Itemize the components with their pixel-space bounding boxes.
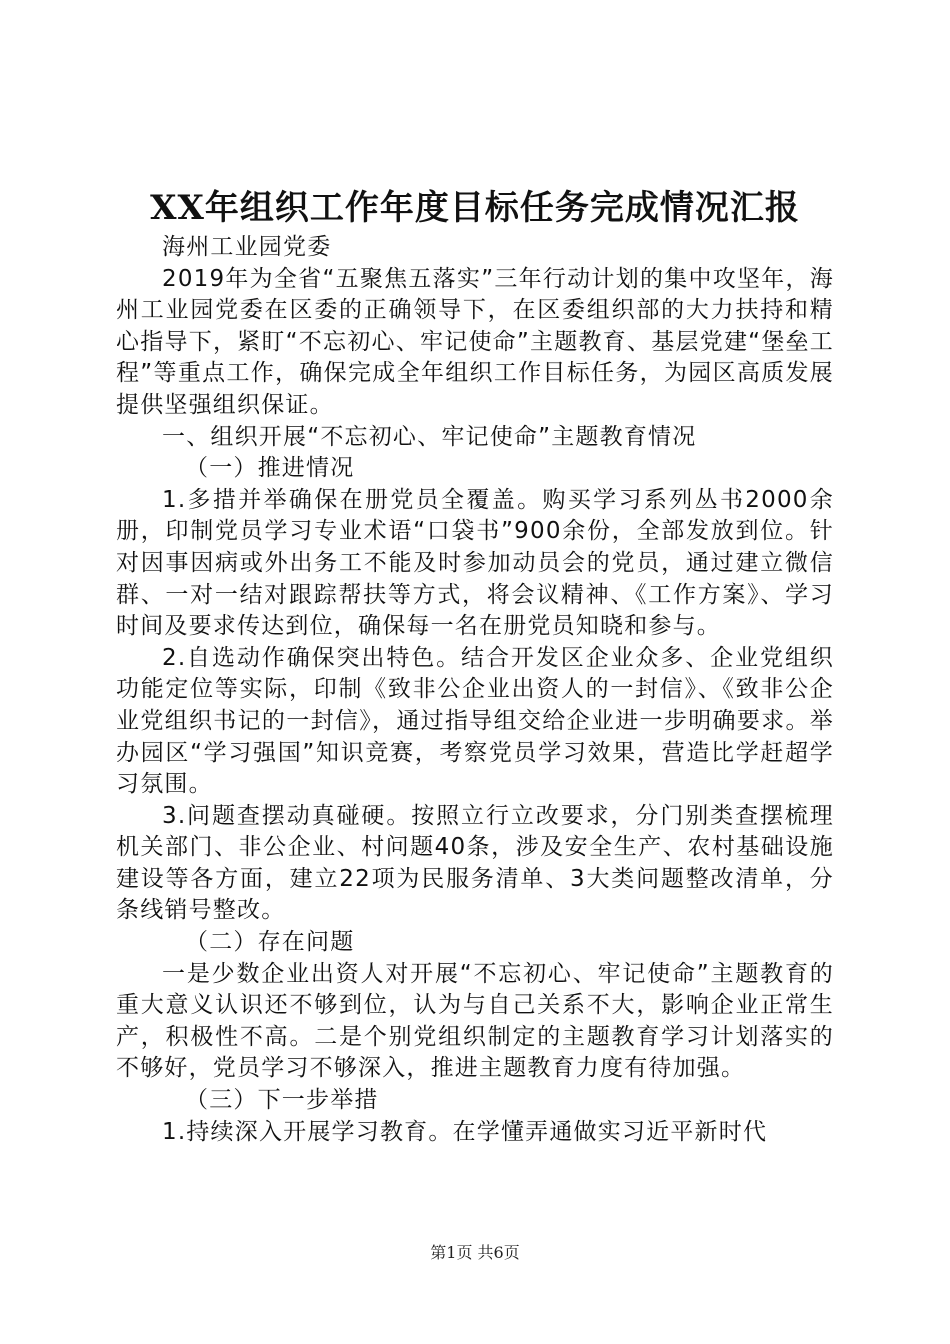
section-heading-1: 一、组织开展“不忘初心、牢记使命”主题教育情况 (162, 423, 697, 450)
subsection-heading-next-steps: （三）下一步举措 (185, 1087, 379, 1114)
next-steps-paragraph-1: 1.持续深入开展学习教育。在学懂弄通做实习近平新时代 (162, 1118, 768, 1145)
document-title: XX年组织工作年度目标任务完成情况汇报 (150, 188, 800, 228)
body-paragraph-2: 2.自选动作确保突出特色。结合开发区企业众多、企业党组织功能定位等实际，印制《致非公企业出资人的一封信》、《致非公企业党组织书记的一封信》，通过指导组交给企业进一步明确要求。举办园区“学习强国”知识竞赛，考察党员学习效果，营造比学赶超学习氛围。 (116, 644, 834, 798)
page-footer: 第1页 共6页 (430, 1243, 520, 1262)
subsection-heading-problems: （二）存在问题 (185, 929, 355, 956)
subsection-heading-progress: （一）推进情况 (185, 455, 355, 482)
author-line: 海州工业园党委 (162, 234, 332, 260)
body-paragraph-1: 1.多措并举确保在册党员全覆盖。购买学习系列丛书2000余册，印制党员学习专业术语“口袋书”900余份，全部发放到位。针对因事因病或外出务工不能及时参加动员会的党员，通过建立微信群、一对一结对跟踪帮扶等方式，将会议精神、《工作方案》、学习时间及要求传达到位，确保每一名在册党员知晓和参与。 (116, 486, 834, 640)
document-body (116, 232, 834, 1148)
intro-paragraph: 2019年为全省“五聚焦五落实”三年行动计划的集中攻坚年，海州工业园党委在区委的正确领导下，在区委组织部的大力扶持和精心指导下，紧盯“不忘初心、牢记使命”主题教育、基层党建“堡垒工程”等重点工作，确保完成全年组织工作目标任务，为园区高质发展提供坚强组织保证。 (116, 265, 834, 418)
body-paragraph-3: 3.问题查摆动真碰硬。按照立行立改要求，分门别类查摆梳理机关部门、非公企业、村问题40条，涉及安全生产、农村基础设施建设等各方面，建立22项为民服务清单、3大类问题整改清单，分条线销号整改。 (116, 802, 834, 924)
problems-paragraph: 一是少数企业出资人对开展“不忘初心、牢记使命”主题教育的重大意义认识还不够到位，认为与自己关系不大，影响企业正常生产，积极性不高。二是个别党组织制定的主题教育学习计划落实的不够好，党员学习不够深入，推进主题教育力度有待加强。 (116, 960, 834, 1082)
